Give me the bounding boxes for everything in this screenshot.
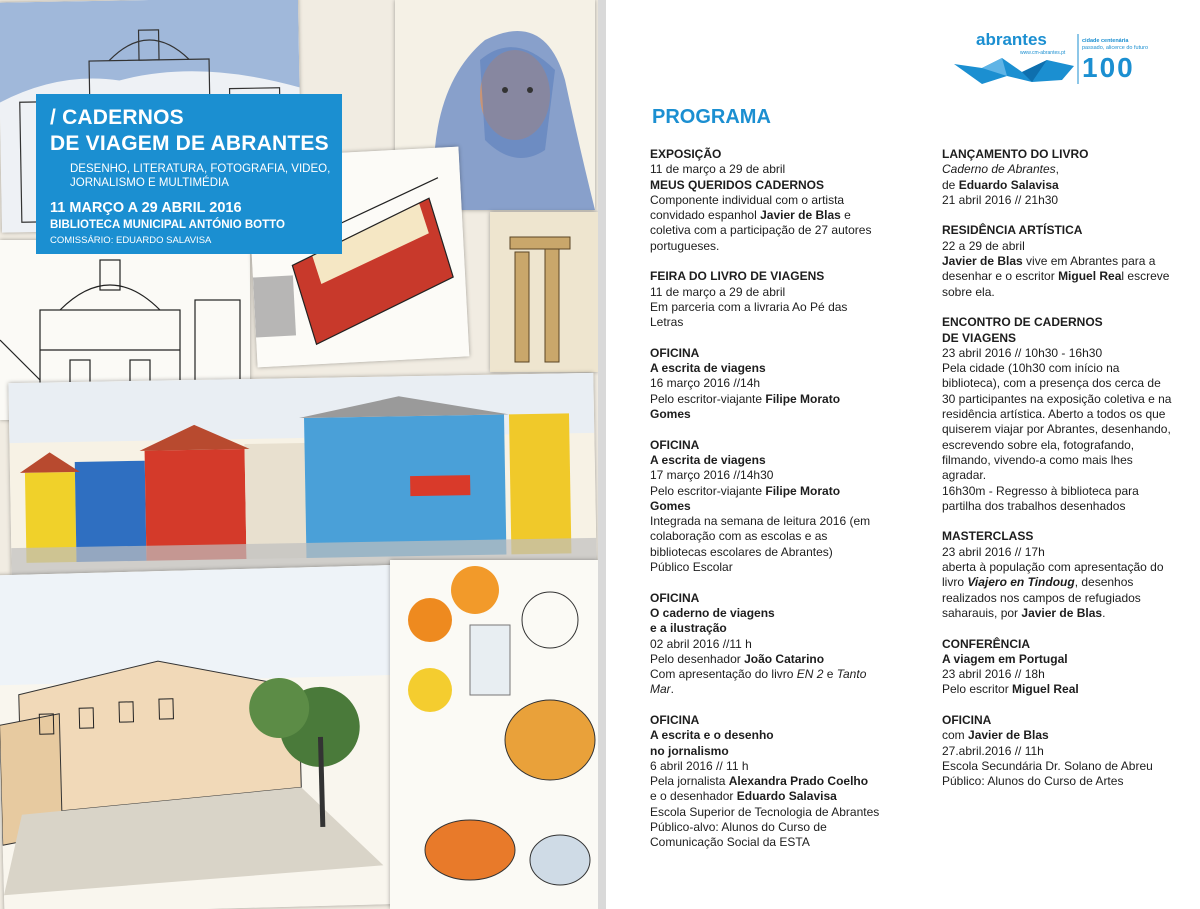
- event-heading: OFICINA: [942, 712, 992, 727]
- logo-tagline2: passado, alicerce do futuro: [1082, 45, 1149, 51]
- cover-venue: BIBLIOTECA MUNICIPAL ANTÓNIO BOTTO: [50, 219, 285, 231]
- logo-url: www.cm-abrantes.pt: [1020, 50, 1066, 56]
- event-lancamento: [942, 147, 1174, 208]
- event-description: Pela cidade (10h30 com início na biblioteca), com a presença dos cerca de 30 participantes na exposição coletiva e na residência artística. Aberto a todos os que quiserem viajar por Abrantes, desenhando, escrevendo sobre ela, fotografando, filmando, vivendo-a como mais lhes agradar.: [942, 361, 1172, 483]
- event-description: Componente individual com o artista convidado espanhol Javier de Blas e coletiva com a participação de 27 autores portugueses.: [650, 192, 872, 253]
- ruins-sketch-icon: [490, 212, 598, 372]
- square-sketch-icon: [0, 565, 409, 909]
- event-subheading: MEUS QUERIDOS CADERNOS: [650, 177, 825, 192]
- cover-title-box: [36, 94, 342, 254]
- abrantes-logo: [952, 28, 1162, 88]
- event-date: 11 de março a 29 de abril: [650, 284, 786, 299]
- event-description: aberta à população com apresentação do livro Viajero en Tindoug, desenhos realizados nos campos de refugiados saharauis, por Javier de Blas.: [942, 560, 1164, 620]
- event-date: 17 março 2016 //14h30: [650, 468, 774, 483]
- event-location: Escola Secundária Dr. Solano de Abreu: [942, 758, 1153, 773]
- cover-dates: 11 MARÇO A 29 ABRIL 2016: [50, 200, 242, 216]
- logo-name: abrantes: [976, 30, 1047, 49]
- event-note: Integrada na semana de leitura 2016 (em colaboração com as escolas e as bibliotecas escolares de Abrantes): [650, 514, 871, 559]
- event-date: 23 abril 2016 // 10h30 - 16h30: [942, 345, 1103, 360]
- cover-curator: COMISSÁRIO: EDUARDO SALAVISA: [50, 235, 212, 246]
- programme-column-left: [650, 147, 880, 866]
- event-date: 23 abril 2016 // 17h: [942, 544, 1045, 559]
- event-subheading: A viagem em Portugal: [942, 651, 1068, 666]
- event-oficina-4: [650, 713, 880, 851]
- event-heading: RESIDÊNCIA ARTÍSTICA: [942, 223, 1083, 238]
- food-sketch-icon: [390, 560, 598, 909]
- logo-number: 100: [1082, 52, 1135, 83]
- sketch-food: [390, 560, 598, 909]
- event-note: 16h30m - Regresso à biblioteca para partilha dos trabalhos desenhados: [942, 483, 1139, 513]
- logo-tagline1: cidade centenária: [1082, 38, 1129, 44]
- event-book-title: Caderno de Abrantes,: [942, 162, 1059, 177]
- event-heading: MASTERCLASS: [942, 529, 1034, 544]
- event-subheading: e a ilustração: [650, 621, 727, 636]
- event-date: 22 a 29 de abril: [942, 238, 1025, 253]
- programme-column-right: [942, 147, 1174, 805]
- event-subheading: A escrita e o desenho: [650, 728, 774, 743]
- sketch-houses: [8, 373, 596, 575]
- event-author: de Eduardo Salavisa: [942, 177, 1059, 192]
- event-date: 21 abril 2016 // 21h30: [942, 192, 1059, 207]
- event-oficina-2: [650, 438, 880, 576]
- event-audience: Público Escolar: [650, 560, 733, 575]
- event-exposicao: [650, 147, 880, 254]
- event-subheading: no jornalismo: [650, 743, 729, 758]
- sketch-ruins: [490, 212, 598, 372]
- event-masterclass: [942, 529, 1174, 621]
- event-description: e o desenhador Eduardo Salavisa: [650, 789, 837, 804]
- event-description: Em parceria com a livraria Ao Pé das Letras: [650, 299, 848, 330]
- event-date: 16 março 2016 //14h: [650, 376, 761, 391]
- cover-page: [0, 0, 598, 909]
- event-heading: LANÇAMENTO DO LIVRO: [942, 147, 1089, 161]
- event-heading: ENCONTRO DE CADERNOS: [942, 315, 1103, 330]
- event-oficina-5: [942, 713, 1174, 789]
- event-subheading: A escrita de viagens: [650, 361, 766, 376]
- event-description: Pelo escritor-viajante Filipe Morato Gomes: [650, 391, 841, 422]
- cover-subtitle: DESENHO, LITERATURA, FOTOGRAFIA, VIDEO, JORNALISMO E MULTIMÉDIA: [70, 163, 331, 189]
- event-heading: OFICINA: [650, 590, 700, 605]
- event-description: Javier de Blas vive em Abrantes para a desenhar e o escritor Miguel Real escreve sobre ela.: [942, 254, 1170, 299]
- event-note: Com apresentação do livro EN 2 e Tanto Mar.: [650, 667, 867, 697]
- event-date: 11 de março a 29 de abril: [650, 162, 786, 177]
- event-date: 23 abril 2016 // 18h: [942, 667, 1045, 682]
- event-heading: OFICINA: [650, 712, 700, 727]
- event-heading: OFICINA: [650, 437, 700, 452]
- event-heading: FEIRA DO LIVRO DE VIAGENS: [650, 269, 825, 284]
- event-date: 27.abril.2016 // 11h: [942, 743, 1044, 758]
- houses-sketch-icon: [8, 373, 596, 575]
- event-feira: [650, 269, 880, 330]
- event-description: Pelo escritor-viajante Filipe Morato Gomes: [650, 483, 841, 513]
- sketch-square: [0, 565, 409, 909]
- event-subheading: A escrita de viagens: [650, 452, 766, 467]
- event-heading: EXPOSIÇÃO: [650, 147, 722, 161]
- event-encontro: [942, 315, 1174, 514]
- event-description: Pelo escritor Miguel Real: [942, 682, 1079, 697]
- event-oficina-1: [650, 346, 880, 422]
- event-date: 02 abril 2016 //11 h: [650, 636, 752, 651]
- event-description: com Javier de Blas: [942, 728, 1049, 743]
- event-oficina-3: [650, 591, 880, 698]
- programme-page: [606, 0, 1200, 909]
- event-conferencia: [942, 637, 1174, 698]
- event-audience: Público-alvo: Alunos do Curso de Comunicação Social da ESTA: [650, 820, 827, 850]
- event-heading: CONFERÊNCIA: [942, 636, 1031, 651]
- cover-title-line2: DE VIAGEM DE ABRANTES: [50, 132, 329, 155]
- event-residencia: [942, 223, 1174, 299]
- event-location: Escola Superior de Tecnologia de Abrantes: [650, 804, 880, 819]
- event-heading: OFICINA: [650, 345, 700, 360]
- event-audience: Público: Alunos do Curso de Artes: [942, 774, 1124, 789]
- event-description: Pelo desenhador João Catarino: [650, 651, 825, 666]
- programme-heading: PROGRAMA: [652, 106, 771, 128]
- event-heading: DE VIAGENS: [942, 330, 1017, 345]
- event-description: Pela jornalista Alexandra Prado Coelho: [650, 774, 869, 789]
- event-date: 6 abril 2016 // 11 h: [650, 758, 749, 773]
- event-subheading: O caderno de viagens: [650, 605, 775, 620]
- cover-title-line1: / CADERNOS: [50, 106, 184, 129]
